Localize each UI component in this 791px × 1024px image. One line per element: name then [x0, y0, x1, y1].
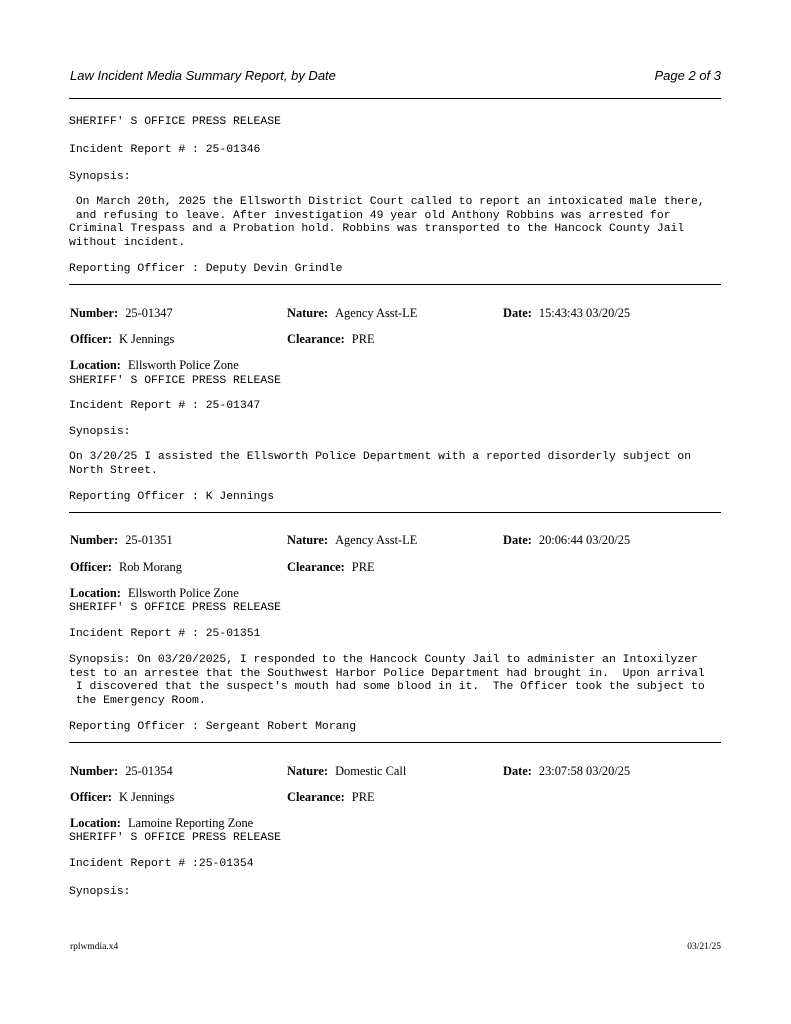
- officer-label: Officer:: [70, 790, 112, 804]
- location-value: Ellsworth Police Zone: [127, 586, 239, 600]
- officer-value: K Jennings: [118, 332, 175, 346]
- incident-number: 25-01354: [125, 764, 173, 778]
- synopsis-line: On 3/20/25 I assisted the Ellsworth Police Department with a reported disorderly subject on: [69, 451, 692, 463]
- nature-value: Domestic Call: [335, 764, 407, 778]
- report-title: Law Incident Media Summary Report, by Date: [70, 68, 336, 83]
- synopsis-label: Synopsis:: [69, 171, 131, 183]
- date-field: [503, 306, 630, 321]
- synopsis-line: the Emergency Room.: [69, 694, 206, 707]
- reporting-officer: Reporting Officer : K Jennings: [69, 491, 275, 503]
- incident-number-field: [70, 764, 173, 779]
- nature-label: Nature:: [287, 764, 329, 778]
- incident-report-number: Incident Report # : 25-01347: [69, 400, 261, 412]
- clearance-value: PRE: [351, 332, 375, 346]
- date-label: Date:: [503, 764, 532, 778]
- footer-print-date: 03/21/25: [687, 942, 721, 952]
- clearance-label: Clearance:: [287, 790, 345, 804]
- footer-report-code: rplwmdia.x4: [70, 942, 119, 952]
- synopsis-line: test to an arrestee that the Southwest Harbor Police Department had brought in. Upon arrival: [69, 667, 705, 680]
- incident-number-field: [70, 533, 173, 548]
- officer-field: [70, 560, 182, 575]
- location-field: [70, 358, 239, 373]
- date-field: [503, 533, 630, 548]
- section-rule: [69, 284, 721, 285]
- date-value: 23:07:58 03/20/25: [538, 764, 631, 778]
- nature-label: Nature:: [287, 533, 329, 547]
- press-release-heading: SHERIFF' S OFFICE PRESS RELEASE: [69, 832, 281, 844]
- incident-number-field: [70, 306, 173, 321]
- officer-field: [70, 790, 174, 805]
- nature-field: [287, 533, 417, 548]
- officer-label: Officer:: [70, 560, 112, 574]
- nature-value: Agency Asst-LE: [335, 306, 418, 320]
- clearance-field: [287, 332, 375, 347]
- clearance-value: PRE: [351, 790, 375, 804]
- officer-value: Rob Morang: [118, 560, 182, 574]
- incident-report-number: Incident Report # : 25-01346: [69, 144, 261, 156]
- location-field: [70, 816, 253, 831]
- press-release-heading: SHERIFF' S OFFICE PRESS RELEASE: [69, 116, 281, 128]
- officer-value: K Jennings: [118, 790, 175, 804]
- incident-number: 25-01351: [125, 533, 173, 547]
- clearance-field: [287, 560, 375, 575]
- press-release-heading: SHERIFF' S OFFICE PRESS RELEASE: [69, 375, 281, 387]
- number-label: Number:: [70, 306, 119, 320]
- date-value: 15:43:43 03/20/25: [538, 306, 631, 320]
- section-rule: [69, 742, 721, 743]
- clearance-label: Clearance:: [287, 560, 345, 574]
- synopsis-line: without incident.: [69, 236, 186, 249]
- incident-report-number: Incident Report # : 25-01351: [69, 628, 261, 640]
- incident-report-number: Incident Report # :25-01354: [69, 858, 254, 870]
- clearance-field: [287, 790, 375, 805]
- location-field: [70, 586, 239, 601]
- nature-field: [287, 306, 417, 321]
- press-release-heading: SHERIFF' S OFFICE PRESS RELEASE: [69, 602, 281, 614]
- location-value: Ellsworth Police Zone: [127, 358, 239, 372]
- synopsis-line: and refusing to leave. After investigation 49 year old Anthony Robbins was arrested for: [69, 209, 671, 222]
- synopsis-label: Synopsis:: [69, 426, 131, 438]
- date-field: [503, 764, 630, 779]
- location-label: Location:: [70, 586, 121, 600]
- section-rule: [69, 512, 721, 513]
- synopsis-line: On March 20th, 2025 the Ellsworth District Court called to report an intoxicated male there,: [69, 196, 705, 208]
- location-label: Location:: [70, 816, 121, 830]
- location-label: Location:: [70, 358, 121, 372]
- reporting-officer: Reporting Officer : Deputy Devin Grindle: [69, 263, 343, 275]
- nature-label: Nature:: [287, 306, 329, 320]
- synopsis-line: Synopsis: On 03/20/2025, I responded to the Hancock County Jail to administer an Intoxilyzer: [69, 654, 698, 666]
- location-value: Lamoine Reporting Zone: [127, 816, 254, 830]
- officer-field: [70, 332, 174, 347]
- clearance-value: PRE: [351, 560, 375, 574]
- officer-label: Officer:: [70, 332, 112, 346]
- number-label: Number:: [70, 764, 119, 778]
- page-number: Page 2 of 3: [654, 68, 721, 83]
- synopsis-line: North Street.: [69, 464, 158, 477]
- number-label: Number:: [70, 533, 119, 547]
- reporting-officer: Reporting Officer : Sergeant Robert Morang: [69, 721, 357, 733]
- synopsis-line: I discovered that the suspect's mouth had some blood in it. The Officer took the subject to: [69, 681, 705, 694]
- header-rule: [69, 98, 721, 99]
- date-label: Date:: [503, 533, 532, 547]
- nature-value: Agency Asst-LE: [335, 533, 418, 547]
- page-header: [70, 68, 721, 86]
- synopsis-label: Synopsis:: [69, 886, 131, 898]
- date-value: 20:06:44 03/20/25: [538, 533, 631, 547]
- incident-number: 25-01347: [125, 306, 173, 320]
- clearance-label: Clearance:: [287, 332, 345, 346]
- nature-field: [287, 764, 406, 779]
- synopsis-line: Criminal Trespass and a Probation hold. Robbins was transported to the Hancock County Jail: [69, 223, 685, 236]
- date-label: Date:: [503, 306, 532, 320]
